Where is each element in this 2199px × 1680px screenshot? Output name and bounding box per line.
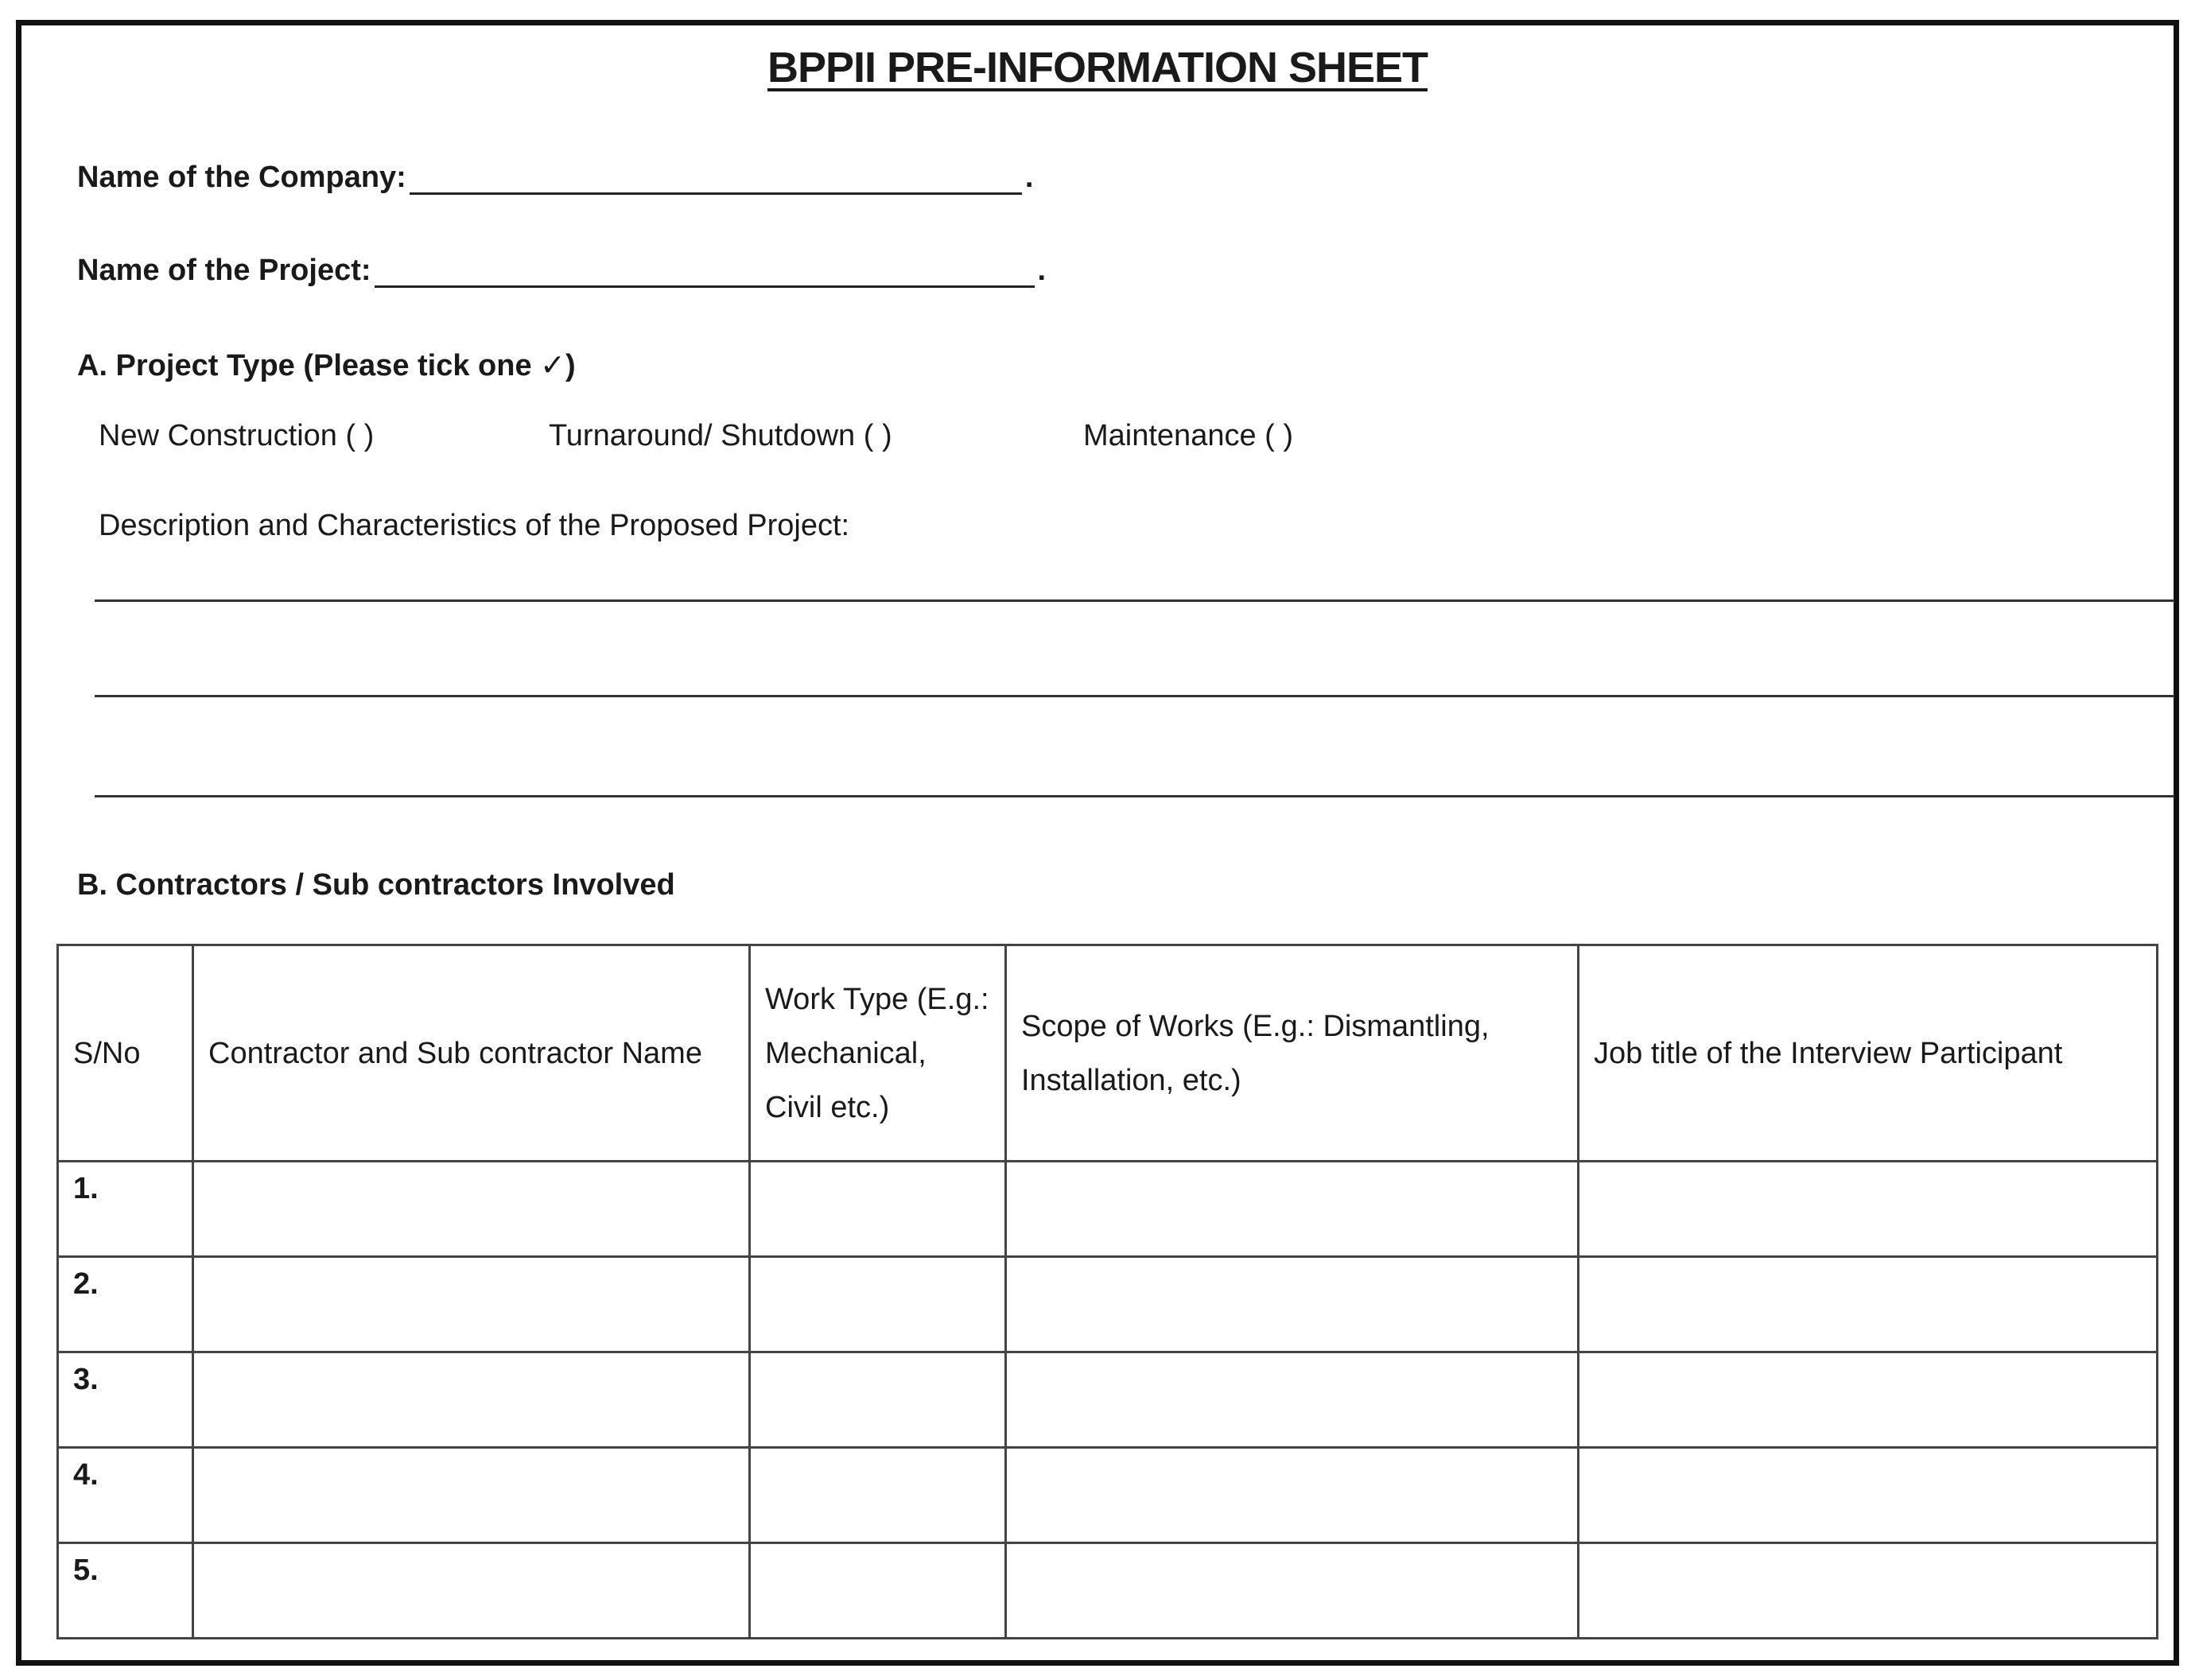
contractor-name-cell[interactable] (193, 1448, 750, 1543)
row-number: 4. (58, 1448, 193, 1543)
table-row (58, 1543, 2158, 1639)
column-header-contractor-name: Contractor and Sub contractor Name (193, 945, 750, 1162)
company-name-label: Name of the Company: (77, 161, 406, 194)
job-title-cell[interactable] (1579, 1257, 2158, 1352)
company-name-field[interactable] (77, 161, 1033, 195)
row-number: 3. (58, 1352, 193, 1448)
project-name-terminator: . (1037, 254, 1047, 287)
scope-of-works-cell[interactable] (1006, 1448, 1579, 1543)
option-new-construction[interactable]: New Construction ( ) (99, 419, 375, 452)
scope-of-works-cell[interactable] (1006, 1257, 1579, 1352)
project-name-field[interactable] (77, 254, 1046, 288)
description-label: Description and Characteristics of the Proposed Project: (99, 509, 850, 542)
project-name-blank[interactable] (375, 258, 1035, 288)
column-header-sno: S/No (58, 945, 193, 1162)
scope-of-works-cell[interactable] (1006, 1543, 1579, 1639)
work-type-cell[interactable] (750, 1257, 1006, 1352)
project-type-heading: A. Project Type (Please tick one ✓) (77, 349, 576, 382)
description-line-3[interactable] (95, 795, 2174, 797)
row-number: 5. (58, 1543, 193, 1639)
row-number: 1. (58, 1162, 193, 1257)
option-maintenance[interactable]: Maintenance ( ) (1083, 419, 1294, 452)
option-turnaround-shutdown[interactable]: Turnaround/ Shutdown ( ) (549, 419, 892, 452)
table-row (58, 1257, 2158, 1352)
job-title-cell[interactable] (1579, 1543, 2158, 1639)
work-type-cell[interactable] (750, 1448, 1006, 1543)
sheet-title: BPPII PRE-INFORMATION SHEET (767, 44, 1428, 91)
contractor-name-cell[interactable] (193, 1162, 750, 1257)
table-row (58, 1448, 2158, 1543)
column-header-work-type: Work Type (E.g.: Mechanical, Civil etc.) (750, 945, 1006, 1162)
table-row (58, 1162, 2158, 1257)
job-title-cell[interactable] (1579, 1448, 2158, 1543)
information-sheet (16, 20, 2179, 1666)
column-header-job-title: Job title of the Interview Participant (1579, 945, 2158, 1162)
scope-of-works-cell[interactable] (1006, 1352, 1579, 1448)
description-line-2[interactable] (95, 695, 2174, 697)
project-name-label: Name of the Project: (77, 254, 371, 287)
table-header-row (58, 945, 2158, 1162)
job-title-cell[interactable] (1579, 1162, 2158, 1257)
job-title-cell[interactable] (1579, 1352, 2158, 1448)
work-type-cell[interactable] (750, 1543, 1006, 1639)
contractor-name-cell[interactable] (193, 1543, 750, 1639)
contractors-heading: B. Contractors / Sub contractors Involved (77, 868, 675, 902)
work-type-cell[interactable] (750, 1162, 1006, 1257)
contractors-table (56, 944, 2158, 1639)
description-line-1[interactable] (95, 599, 2174, 602)
company-name-terminator: . (1024, 161, 1034, 194)
contractor-name-cell[interactable] (193, 1257, 750, 1352)
column-header-scope-of-works: Scope of Works (E.g.: Dismantling, Installation, etc.) (1006, 945, 1579, 1162)
row-number: 2. (58, 1257, 193, 1352)
company-name-blank[interactable] (410, 165, 1022, 195)
scope-of-works-cell[interactable] (1006, 1162, 1579, 1257)
work-type-cell[interactable] (750, 1352, 1006, 1448)
contractor-name-cell[interactable] (193, 1352, 750, 1448)
table-row (58, 1352, 2158, 1448)
